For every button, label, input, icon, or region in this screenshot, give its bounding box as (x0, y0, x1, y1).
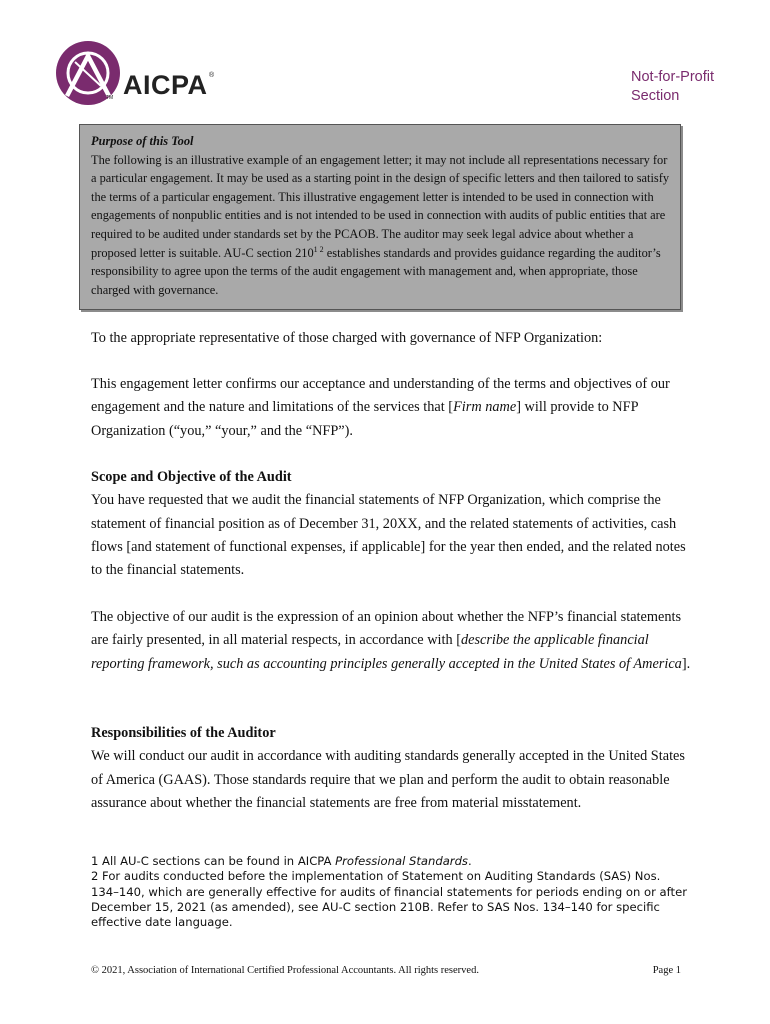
section-label-line1: Not-for-Profit (631, 69, 714, 85)
purpose-text (91, 151, 670, 300)
scope-text: You have requested that we audit the financial statements of NFP Organization, which comprise the statement of financial position as of December 31, 20XX, and the related statements of activities, cash flows [and statement of functional expenses, if applicable] for the year then ended, and the related notes to the financial statements. (91, 492, 686, 579)
logo-registered-mark: ® (209, 72, 215, 79)
section-label-line2: Section (631, 88, 680, 104)
logo-trademark: TM (106, 95, 114, 101)
responsibilities-heading: Responsibilities of the Auditor (91, 725, 276, 741)
section-label (631, 68, 714, 106)
objective-text-start: The objective of our audit is the expression of an opinion about whether the NFP’s financial statements are fairly presented, in all material respects, in accordance with [ (91, 609, 682, 649)
purpose-box (79, 124, 681, 310)
salutation-text: To the appropriate representative of those charged with governance of NFP Organization: (91, 330, 603, 346)
copyright: © 2021, Association of International Certified Professional Accountants. All rights reserved. (91, 965, 479, 976)
scope-section (91, 466, 691, 582)
footnote-refs: 1 2 (313, 244, 324, 254)
scope-heading: Scope and Objective of the Audit (91, 469, 292, 485)
intro-paragraph (91, 373, 691, 443)
footnote-2: 2 For audits conducted before the implementation of Statement on Auditing Standards (SAS) Nos. 134–140, which are generally effective for audits of financial statements for periods ending on or after December 15, 2021 (as amended), see AU-C section 210B. Refer to SAS Nos. 134–140 for specific effective date language. (91, 869, 687, 930)
page-footer (91, 965, 681, 976)
intro-text-start: This engagement letter confirms our acceptance and understanding of the terms and objectives of our engagement and the nature and limitations of the services that [ (91, 376, 670, 416)
footnote-1-text: 1 All AU-C sections can be found in AICPA (91, 854, 336, 868)
purpose-title: Purpose of this Tool (91, 134, 194, 148)
footnote-1 (91, 854, 691, 869)
salutation (91, 327, 691, 350)
objective-paragraph (91, 606, 691, 676)
objective-text (91, 606, 691, 676)
intro-text (91, 373, 691, 443)
purpose-text-main: The following is an illustrative example of an engagement letter; it may not include all representations necessary for a particular engagement. It may be used as a starting point in the design of specific letters and then tailored to satisfy the terms of a particular engagement. This illustrative engagement letter is intended to be used in connection with engagements of nonpublic entities and is not intended to be used in connection with audits of public entities that are required to be audited under standards set by the PCAOB. The auditor may seek legal advice about whether a proposed letter is suitable. AU-C section 210 (91, 152, 670, 260)
logo-wordmark: AICPA (123, 70, 208, 100)
footnotes (91, 854, 691, 930)
intro-text-end: ] will provide to NFP Organization (“you,” “your,” and the “NFP”). (91, 399, 639, 439)
firm-name-placeholder: Firm name (453, 399, 517, 416)
footnote-1-end: . (467, 854, 472, 868)
framework-placeholder: describe the applicable financial reporting framework, such as accounting principles generally accepted in the United States of America (91, 632, 682, 672)
footnote-1-italic: Professional Standards (335, 854, 468, 868)
responsibilities-text: We will conduct our audit in accordance with auditing standards generally accepted in the United States of America (GAAS). Those standards require that we plan and perform the audit to obtain reasonable assurance about whether the financial statements are free from material misstatement. (91, 748, 685, 811)
responsibilities-section (91, 722, 691, 815)
purpose-text-rest: establishes standards and provides guidance regarding the auditor’s responsibility to agree upon the terms of the audit engagement with management and, when appropriate, those charged with governance. (91, 245, 661, 297)
page-number: Page 1 (652, 965, 681, 976)
objective-text-end: ]. (681, 655, 691, 672)
